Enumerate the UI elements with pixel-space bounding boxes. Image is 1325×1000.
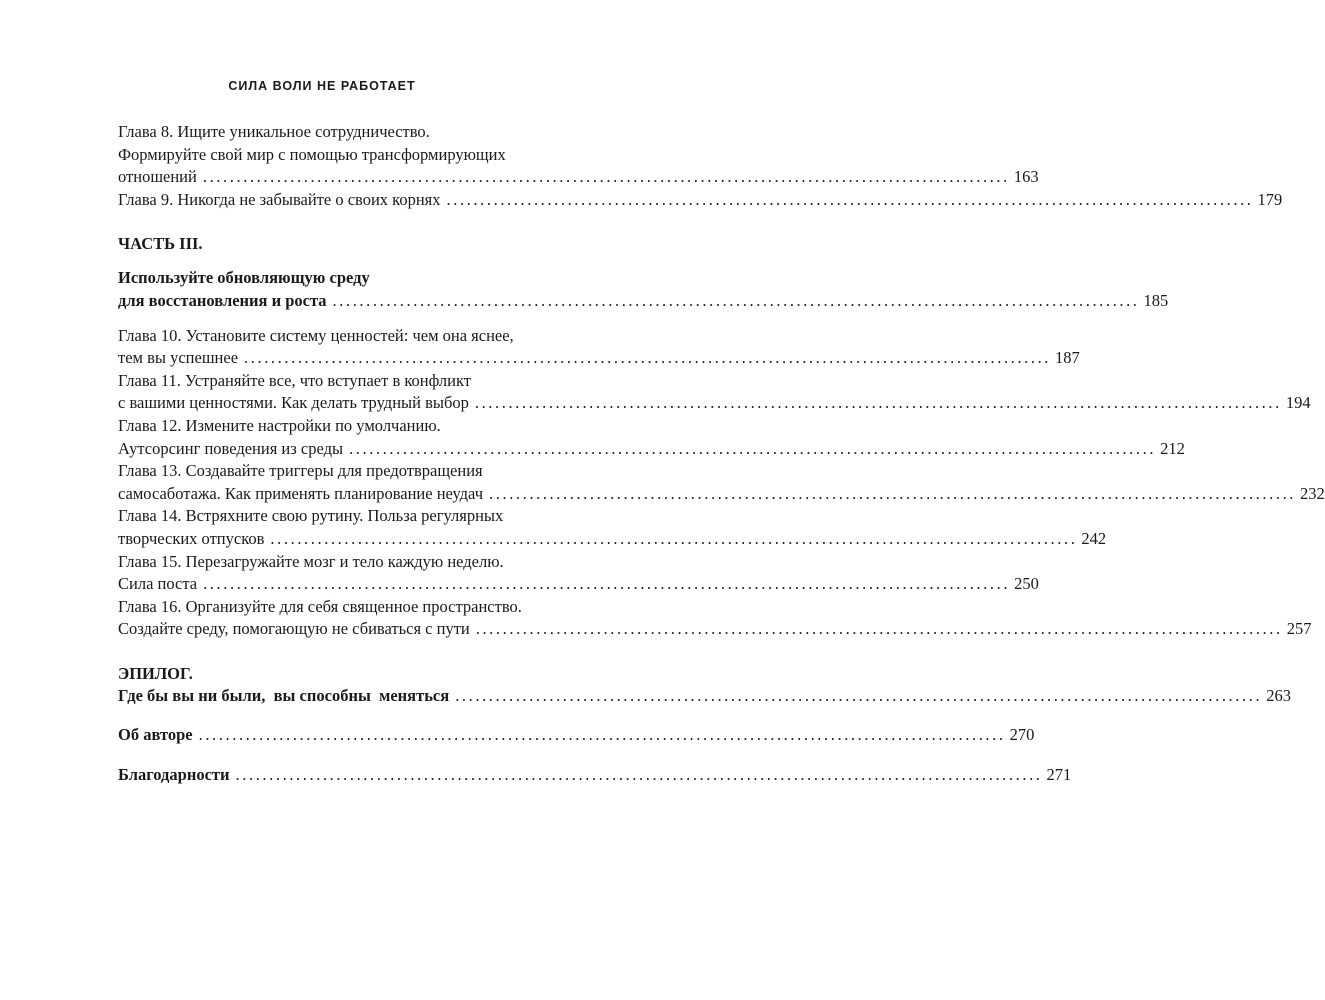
dot-leader: ........................................................................................................................ xyxy=(446,189,1254,209)
about-author-title: Об авторе xyxy=(118,725,193,745)
toc-entry-line: Аутсорсинг поведения из среды xyxy=(118,438,344,458)
part-label: ЧАСТЬ III. xyxy=(118,234,203,254)
toc-entry-line: тем вы успешнее xyxy=(118,348,239,368)
page-number: 270 xyxy=(1009,725,1035,745)
toc-entry-line: Формируйте свой мир с помощью трансформирующих xyxy=(118,144,506,164)
toc-entry-chapter-11[interactable] xyxy=(118,370,1311,415)
toc-entry-line: творческих отпусков xyxy=(118,528,265,548)
page-number: 163 xyxy=(1013,167,1039,187)
toc-entry-chapter-9[interactable] xyxy=(118,189,1283,212)
page-number: 179 xyxy=(1257,189,1283,209)
toc-entry-line: Глава 14. Встряхните свою рутину. Польза регулярных xyxy=(118,506,504,526)
page-number: 185 xyxy=(1143,290,1169,310)
toc-entry-line: Глава 11. Устраняйте все, что вступает в конфликт xyxy=(118,370,471,390)
toc-entry-chapter-13[interactable] xyxy=(118,460,1325,505)
page-number: 271 xyxy=(1046,765,1072,785)
dot-leader: ........................................................................................................................ xyxy=(455,685,1263,705)
toc-entry-chapter-16[interactable] xyxy=(118,596,1312,641)
page-number: 212 xyxy=(1160,438,1185,458)
page-number: 242 xyxy=(1081,528,1107,548)
toc-entry-chapter-12[interactable] xyxy=(118,415,1185,460)
dot-leader: ........................................................................................................................ xyxy=(475,619,1283,639)
toc-entry-line: Глава 15. Перезагружайте мозг и тело каждую неделю. xyxy=(118,551,504,571)
page-number: 257 xyxy=(1286,619,1312,639)
toc-entry-line: Глава 8. Ищите уникальное сотрудничество. xyxy=(118,122,430,141)
epilogue-title: Где бы вы ни были, вы способны меняться xyxy=(118,685,450,705)
toc-entry-chapter-8[interactable] xyxy=(118,121,1039,189)
page-number: 187 xyxy=(1055,348,1080,368)
toc-entry-chapter-10[interactable] xyxy=(118,325,1080,370)
dot-leader: ........................................................................................................................ xyxy=(332,290,1140,310)
dot-leader: ........................................................................................................................ xyxy=(349,438,1157,458)
toc-entry-line: Глава 10. Установите систему ценностей: чем она яснее, xyxy=(118,325,514,345)
dot-leader: ........................................................................................................................ xyxy=(244,348,1052,368)
toc-entry-about-author[interactable] xyxy=(118,724,1035,747)
page-number: 194 xyxy=(1285,393,1311,413)
part-heading-line: Используйте обновляющую среду xyxy=(118,268,370,288)
part-heading-line: для восстановления и роста xyxy=(118,290,327,310)
toc-entry-line: Глава 16. Организуйте для себя священное пространство. xyxy=(118,596,522,616)
toc-entry-line: Создайте среду, помогающую не сбиваться с пути xyxy=(118,619,470,639)
dot-leader: ........................................................................................................................ xyxy=(489,483,1297,503)
toc-entry-line: Глава 13. Создавайте триггеры для предотвращения xyxy=(118,461,483,481)
dot-leader: ........................................................................................................................ xyxy=(474,393,1282,413)
acknowledgments-title: Благодарности xyxy=(118,765,230,785)
toc-entry-line: отношений xyxy=(118,167,197,187)
toc-entry-acknowledgments[interactable] xyxy=(118,764,1072,787)
dot-leader: ........................................................................................................................ xyxy=(202,167,1010,187)
page-number: 232 xyxy=(1300,483,1325,503)
toc-entry-line: Глава 9. Никогда не забывайте о своих корнях xyxy=(118,189,441,209)
epilogue-label: ЭПИЛОГ. xyxy=(118,663,193,683)
toc-part-heading[interactable] xyxy=(118,267,1169,312)
running-head: СИЛА ВОЛИ НЕ РАБОТАЕТ xyxy=(228,79,416,93)
table-of-contents xyxy=(118,121,1325,787)
page-number: 250 xyxy=(1014,574,1039,594)
toc-entry-chapter-15[interactable] xyxy=(118,551,1039,596)
toc-entry-epilogue[interactable] xyxy=(118,685,1291,708)
dot-leader: ........................................................................................................................ xyxy=(270,528,1078,548)
toc-entry-line: Глава 12. Измените настройки по умолчанию. xyxy=(118,415,441,435)
toc-entry-line: с вашими ценностями. Как делать трудный выбор xyxy=(118,393,469,413)
dot-leader: ........................................................................................................................ xyxy=(203,574,1011,594)
toc-entry-line: Сила поста xyxy=(118,574,198,594)
toc-entry-line: самосаботажа. Как применять планирование неудач xyxy=(118,483,484,503)
dot-leader: ........................................................................................................................ xyxy=(235,765,1043,785)
dot-leader: ........................................................................................................................ xyxy=(198,725,1006,745)
page-number: 263 xyxy=(1266,685,1291,705)
toc-entry-chapter-14[interactable] xyxy=(118,505,1107,550)
